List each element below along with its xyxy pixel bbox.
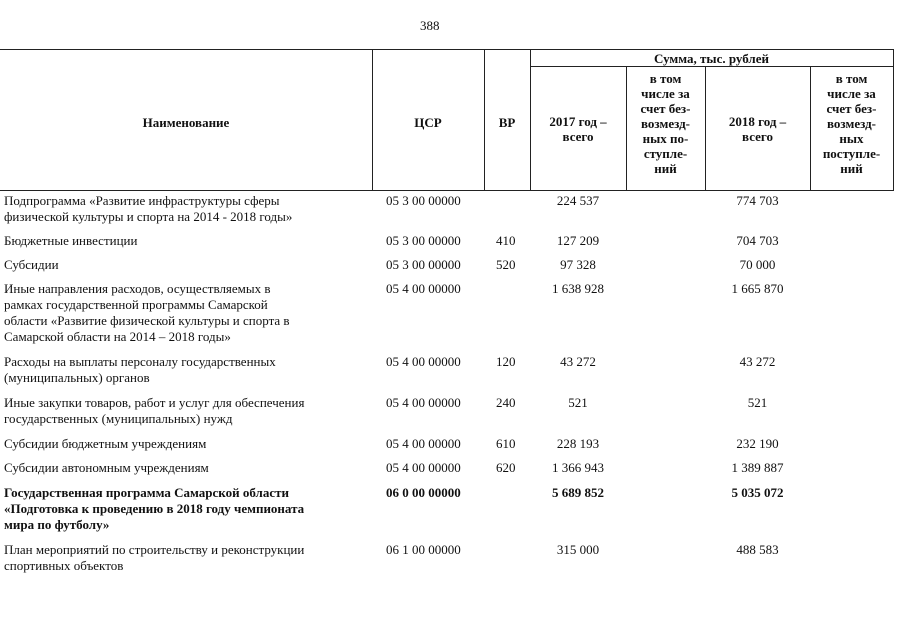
row-name-line: Иные направления расходов, осуществляемых в: [4, 281, 271, 296]
table-top-border: [0, 49, 893, 50]
row-name-line: Расходы на выплаты персоналу государственных: [4, 354, 276, 369]
row-csr: 05 4 00 00000: [386, 395, 461, 410]
row-value-2017: 1 638 928: [552, 281, 604, 296]
row-name: [4, 354, 372, 386]
header-line: 2018 год –: [728, 114, 787, 129]
row-name-line: мира по футболу»: [4, 517, 110, 532]
row-value-2018: 232 190: [736, 436, 779, 451]
row-csr: 06 0 00 00000: [386, 485, 461, 500]
row-vr: 520: [496, 257, 516, 272]
header-line: счет без-: [640, 101, 691, 116]
row-value-2018: 704 703: [736, 233, 779, 248]
header-line: ных: [839, 131, 864, 146]
header-line: ний: [840, 161, 863, 176]
row-value-2018: 1 389 887: [731, 460, 784, 475]
row-csr: 05 3 00 00000: [386, 193, 461, 208]
row-vr: 610: [496, 436, 516, 451]
row-name-line: Самарской области на 2014 – 2018 годы»: [4, 329, 231, 344]
header-line: возмезд-: [827, 116, 876, 131]
sum-header-divider: [530, 66, 893, 67]
header-line: в том: [649, 71, 682, 86]
row-value-2018: 43 272: [739, 354, 776, 369]
row-value-2017: 224 537: [556, 193, 600, 208]
row-csr: 06 1 00 00000: [386, 542, 461, 557]
table-right-border: [893, 49, 894, 191]
header-line: поступле-: [822, 146, 881, 161]
header-line: числе за: [641, 86, 690, 101]
row-vr: 410: [496, 233, 516, 248]
header-line: ний: [654, 161, 677, 176]
row-value-2017: 521: [568, 395, 588, 410]
row-name-line: Субсидии бюджетным учреждениям: [4, 436, 207, 451]
row-name: [4, 395, 372, 427]
row-name-line: Субсидии: [4, 257, 59, 272]
header-sum: Сумма, тыс. рублей: [654, 51, 769, 66]
row-vr: 240: [496, 395, 516, 410]
row-vr: 620: [496, 460, 516, 475]
row-value-2018: 521: [747, 395, 768, 410]
row-name: [4, 233, 372, 249]
row-name-line: Подпрограмма «Развитие инфраструктуры сферы: [4, 193, 280, 208]
row-name-line: Субсидии автономным учреждениям: [4, 460, 209, 475]
header-2018-total: [705, 114, 810, 144]
row-name-line: спортивных объектов: [4, 558, 124, 573]
row-value-2017: 228 193: [556, 436, 600, 451]
header-line: в том: [835, 71, 868, 86]
row-csr: 05 4 00 00000: [386, 460, 461, 475]
row-value-2018: 1 665 870: [731, 281, 784, 296]
row-csr: 05 4 00 00000: [386, 436, 461, 451]
header-line: ных по-: [642, 131, 689, 146]
header-line: ступле-: [643, 146, 688, 161]
header-2017-free: [626, 71, 705, 176]
row-name: [4, 436, 372, 452]
row-name: [4, 542, 372, 574]
row-name: [4, 485, 372, 533]
header-name: Наименование: [142, 115, 230, 130]
row-csr: 05 3 00 00000: [386, 257, 461, 272]
row-name-line: «Подготовка к проведению в 2018 году чемпионата: [4, 501, 305, 516]
header-2017-total: [530, 114, 626, 144]
row-value-2017: 97 328: [560, 257, 596, 272]
row-name-line: государственных (муниципальных) нужд: [4, 411, 233, 426]
row-name: [4, 460, 372, 476]
row-value-2017: 315 000: [556, 542, 600, 557]
row-csr: 05 4 00 00000: [386, 354, 461, 369]
header-line: 2017 год –: [549, 114, 607, 129]
header-line: числе за: [827, 86, 876, 101]
row-value-2018: 774 703: [736, 193, 779, 208]
row-value-2018: 70 000: [739, 257, 776, 272]
row-name: [4, 193, 372, 225]
header-line: всего: [742, 129, 773, 144]
header-vr: ВР: [498, 115, 516, 130]
row-csr: 05 4 00 00000: [386, 281, 461, 296]
header-line: всего: [562, 129, 594, 144]
page-number: 388: [420, 18, 440, 33]
row-name-line: План мероприятий по строительству и реконструкции: [4, 542, 305, 557]
row-csr: 05 3 00 00000: [386, 233, 461, 248]
row-name-line: рамках государственной программы Самарской: [4, 297, 268, 312]
row-name-line: Иные закупки товаров, работ и услуг для обеспечения: [4, 395, 305, 410]
row-name: [4, 281, 372, 345]
header-bottom-border: [0, 190, 893, 191]
row-value-2018: 5 035 072: [731, 485, 784, 500]
row-vr: 120: [496, 354, 516, 369]
row-value-2018: 488 583: [736, 542, 779, 557]
row-name-line: области «Развитие физической культуры и спорта в: [4, 313, 290, 328]
row-name-line: Государственная программа Самарской области: [4, 485, 289, 500]
row-value-2017: 5 689 852: [552, 485, 604, 500]
header-csr: ЦСР: [414, 115, 442, 130]
row-name-line: Бюджетные инвестиции: [4, 233, 138, 248]
row-value-2017: 1 366 943: [552, 460, 604, 475]
header-line: счет без-: [826, 101, 877, 116]
row-value-2017: 127 209: [556, 233, 600, 248]
row-value-2017: 43 272: [560, 354, 596, 369]
row-name-line: (муниципальных) органов: [4, 370, 150, 385]
header-2018-free: [810, 71, 893, 176]
row-name: [4, 257, 372, 273]
row-name-line: физической культуры и спорта на 2014 - 2018 годы»: [4, 209, 293, 224]
header-line: возмезд-: [641, 116, 690, 131]
